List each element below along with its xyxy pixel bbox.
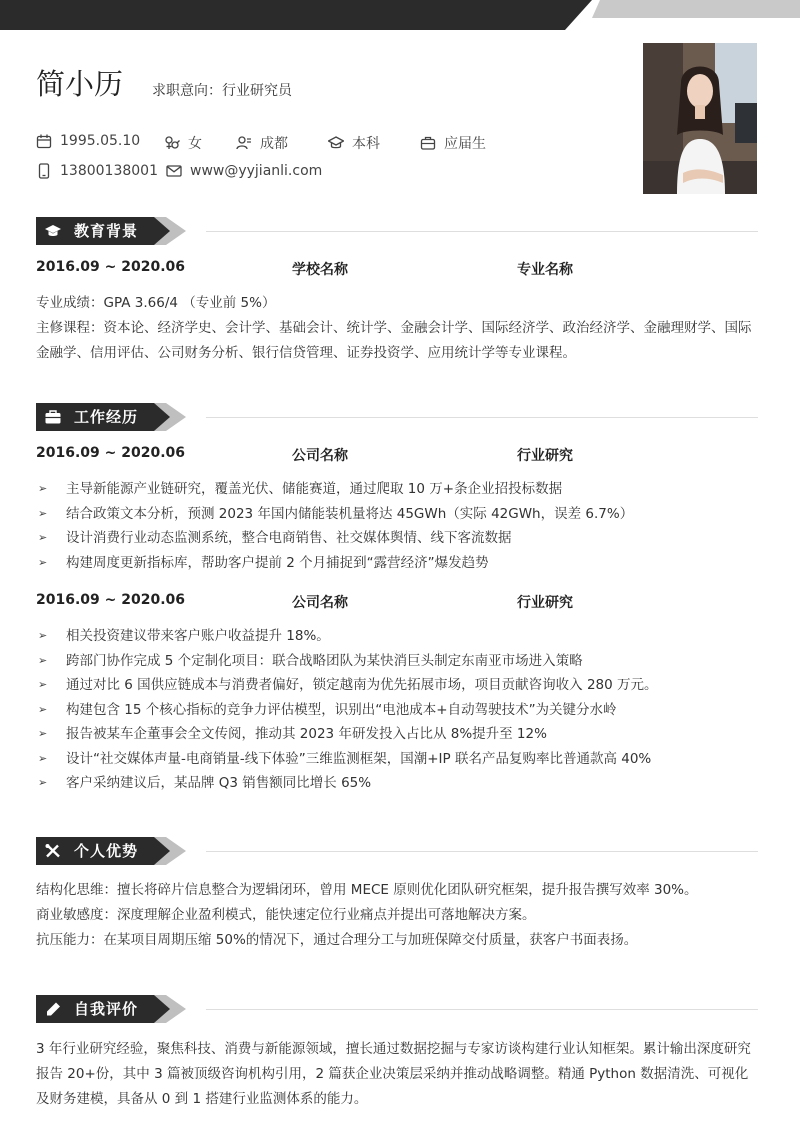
job-intent: 求职意向：行业研究员 [152, 83, 292, 99]
education-courses: 主修课程：资本论、经济学史、会计学、基础会计、统计学、金融会计学、国际经济学、政治经济学、金融理财学、国际金融学、信用评估、公司财务分析、银行信贷管理、证券投资学、应用统计学等专业课程。 [36, 320, 752, 361]
work-role: 行业研究 [517, 448, 573, 464]
list-item: ➢ 报告被某车企董事会全文传阅，推动其 2023 年研发投入占比从 8%提升至 12% [36, 722, 758, 747]
work-bullets-2 [36, 624, 758, 796]
graduation-cap-icon [328, 135, 344, 151]
degree-info [328, 133, 380, 153]
section-self-header [36, 995, 758, 1023]
work-role: 行业研究 [517, 595, 573, 611]
phone-value: 13800138001 [60, 163, 158, 179]
work-company: 公司名称 [292, 448, 348, 464]
work-period: 2016.09 ~ 2020.06 [36, 592, 186, 608]
mail-icon [166, 163, 182, 179]
gender-icon [164, 135, 180, 151]
work-company: 公司名称 [292, 595, 348, 611]
email-value: www@yyjianli.com [190, 163, 323, 179]
work-period: 2016.09 ~ 2020.06 [36, 445, 186, 461]
degree-value: 本科 [352, 136, 380, 152]
education-gpa: 专业成绩：GPA 3.66/4 （专业前 5%） [36, 295, 276, 311]
list-item: ➢ 跨部门协作完成 5 个定制化项目：联合战略团队为某快消巨头制定东南亚市场进入策略 [36, 649, 758, 674]
list-item: ➢ 设计“社交媒体声量-电商销量-线下体验”三维监测框架，国潮+IP 联名产品复购率比普通款高 40% [36, 747, 758, 772]
briefcase-icon [420, 135, 436, 151]
section-title-strengths: 个人优势 [74, 842, 139, 860]
city-value: 成都 [260, 136, 288, 152]
city-info [236, 133, 288, 153]
section-divider [206, 231, 758, 232]
section-title-work: 工作经历 [74, 408, 139, 426]
strength-item: 抗压能力：在某项目周期压缩 50%的情况下，通过合理分工与加班保障交付质量，获客户书面表扬。 [36, 932, 638, 948]
strength-item: 商业敏感度：深度理解企业盈利模式，能快速定位行业痛点并提出可落地解决方案。 [36, 907, 536, 923]
list-item: ➢ 构建包含 15 个核心指标的竞争力评估模型，识别出“电池成本+自动驾驶技术”为关键分水岭 [36, 698, 758, 723]
education-school: 学校名称 [292, 262, 348, 278]
education-major: 专业名称 [517, 262, 573, 278]
strength-item: 结构化思维：擅长将碎片信息整合为逻辑闭环，曾用 MECE 原则优化团队研究框架，提升报告撰写效率 30%。 [36, 882, 698, 898]
calendar-icon [36, 133, 52, 149]
section-divider [206, 851, 758, 852]
resume-name: 简小历 [36, 67, 124, 101]
section-divider [206, 417, 758, 418]
section-divider [206, 1009, 758, 1010]
user-icon [236, 135, 252, 151]
section-education-header [36, 217, 758, 245]
tools-icon [45, 844, 61, 858]
list-item: ➢ 客户采纳建议后，某品牌 Q3 销售额同比增长 65% [36, 771, 758, 796]
top-decor-bar [0, 0, 800, 30]
list-item: ➢ 主导新能源产业链研究，覆盖光伏、储能赛道，通过爬取 10 万+条企业招投标数据 [36, 477, 758, 502]
phone-info [36, 163, 158, 179]
section-title-education: 教育背景 [74, 222, 139, 240]
work-bullets-1 [36, 477, 758, 575]
graduation-cap-icon [45, 224, 61, 238]
list-item: ➢ 结合政策文本分析，预测 2023 年国内储能装机量将达 45GWh（实际 42GWh，误差 6.7%） [36, 502, 758, 527]
strengths-text [36, 878, 758, 953]
list-item: ➢ 构建周度更新指标库，帮助客户提前 2 个月捕捉到“露营经济”爆发趋势 [36, 551, 758, 576]
section-work-header [36, 403, 758, 431]
section-title-self: 自我评价 [74, 1000, 139, 1018]
birth-info [36, 133, 140, 149]
profile-photo [643, 43, 757, 194]
pencil-icon [45, 1002, 61, 1016]
briefcase-icon [45, 410, 61, 424]
list-item: ➢ 相关投资建议带来客户账户收益提升 18%。 [36, 624, 758, 649]
education-details [36, 291, 758, 366]
section-strengths-header [36, 837, 758, 865]
list-item: ➢ 通过对比 6 国供应链成本与消费者偏好，锁定越南为优先拓展市场，项目贡献咨询收入 280 万元。 [36, 673, 758, 698]
gender-value: 女 [188, 136, 202, 152]
education-period: 2016.09 ~ 2020.06 [36, 259, 186, 275]
gender-info [164, 133, 202, 153]
self-evaluation: 3 年行业研究经验，聚焦科技、消费与新能源领域，擅长通过数据挖掘与专家访谈构建行业认知框架。累计输出深度研究报告 20+份，其中 3 篇被顶级咨询机构引用，2 篇获企业决策层采纳并推动战略调整。精通 Python 数据清洗、可视化及财务建模，具备从 0 到 1 搭建行业监测体系的能力。 [36, 1041, 751, 1107]
status-info [420, 133, 486, 153]
list-item: ➢ 设计消费行业动态监测系统，整合电商销售、社交媒体舆情、线下客流数据 [36, 526, 758, 551]
phone-icon [36, 163, 52, 179]
email-info [166, 163, 322, 179]
status-value: 应届生 [444, 136, 486, 152]
birth-value: 1995.05.10 [60, 133, 141, 149]
